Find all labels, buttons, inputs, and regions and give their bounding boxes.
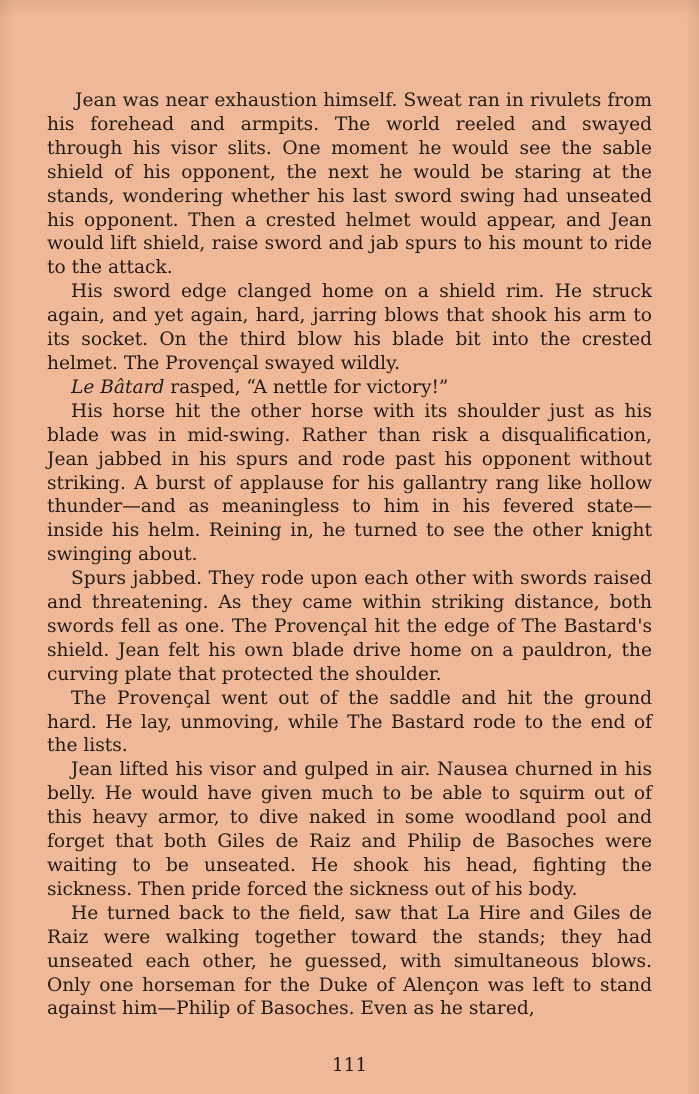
body-text xyxy=(47,89,652,1021)
paragraph-4: His horse hit the other horse with its shoulder just as his blade was in mid-swing. Rather than risk a disqualification, Jean jabbed in his spurs and rode past his opponent without striking. A burst of applause for his gallantry rang like hollow thunder—and as meaningless to him in his fevered state—inside his helm. Reining in, he turned to see the other knight swinging about. xyxy=(47,400,652,566)
paragraph-3 xyxy=(47,376,652,400)
page-number: 111 xyxy=(331,1055,368,1076)
paragraph-2: His sword edge clanged home on a shield rim. He struck again, and yet again, hard, jarring blows that shook his arm to its socket. On the third blow his blade bit into the crested helmet. The Provençal swayed wildly. xyxy=(47,281,652,374)
paragraph-5: Spurs jabbed. They rode upon each other with swords raised and threatening. As they came within striking distance, both swords fell as one. The Provençal hit the edge of The Bastard's shield. Jean felt his own blade drive home on a pauldron, the curving plate that protected the shoulder. xyxy=(47,568,652,685)
paragraph-1: Jean was near exhaustion himself. Sweat ran in rivulets from his forehead and armpits. The world reeled and swayed through his visor slits. One moment he would see the sable shield of his opponent, the next he would be staring at the stands, wondering whether his last sword swing had unseated his opponent. Then a crested helmet would appear, and Jean would lift shield, raise sword and jab spurs to his mount to ride to the attack. xyxy=(47,90,652,279)
paragraph-8: He turned back to the field, saw that La Hire and Giles de Raiz were walking together toward the stands; they had unseated each other, he guessed, with simultaneous blows. Only one horseman for the Duke of Alençon was left to stand against him—Philip of Basoches. Even as he stared, xyxy=(47,902,652,1020)
quote-text: rasped, “A nettle for victory!” xyxy=(164,376,449,398)
name-le-batard: Le Bâtard xyxy=(71,376,165,398)
paragraph-7: Jean lifted his visor and gulped in air. Nausea churned in his belly. He would have given much to be able to squirm out of this heavy armor, to dive naked in some woodland pool and forget that both Giles de Raiz and Philip de Basoches were waiting to be unseated. He shook his head, fighting the sickness. Then pride forced the sickness out of his body. xyxy=(47,759,652,900)
paragraph-6: The Provençal went out of the saddle and hit the ground hard. He lay, unmoving, while The Bastard rode to the end of the lists. xyxy=(47,687,652,757)
